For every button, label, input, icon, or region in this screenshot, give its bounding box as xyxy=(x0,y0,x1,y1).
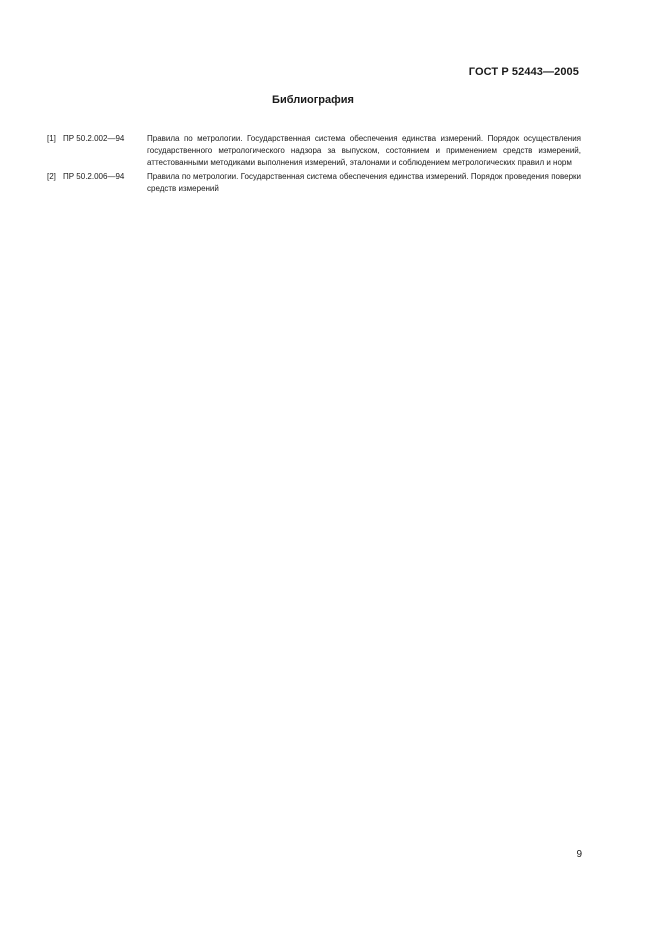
entry-text: Правила по метрологии. Государственная система обеспечения единства измерений. Порядок проведения поверки средств измерений xyxy=(147,172,581,193)
document-code: ГОСТ Р 52443—2005 xyxy=(468,66,579,78)
section-title: Библиография xyxy=(272,94,354,106)
bibliography-entry xyxy=(47,133,581,169)
entry-code: ПР 50.2.002—94 xyxy=(63,134,125,143)
entry-number: [2] xyxy=(47,172,56,181)
entry-text: Правила по метрологии. Государственная система обеспечения единства измерений. Порядок осуществления государственного метрологического надзора за выпуском, состоянием и применением средств измерений, аттестованными методиками выполнения измерений, эталонами и соблюдением метрологических правил и норм xyxy=(147,134,581,167)
entry-number: [1] xyxy=(47,134,56,143)
entry-code: ПР 50.2.006—94 xyxy=(63,172,125,181)
page-number: 9 xyxy=(576,849,582,860)
bibliography-entry xyxy=(47,171,581,195)
bibliography-list xyxy=(47,133,581,197)
